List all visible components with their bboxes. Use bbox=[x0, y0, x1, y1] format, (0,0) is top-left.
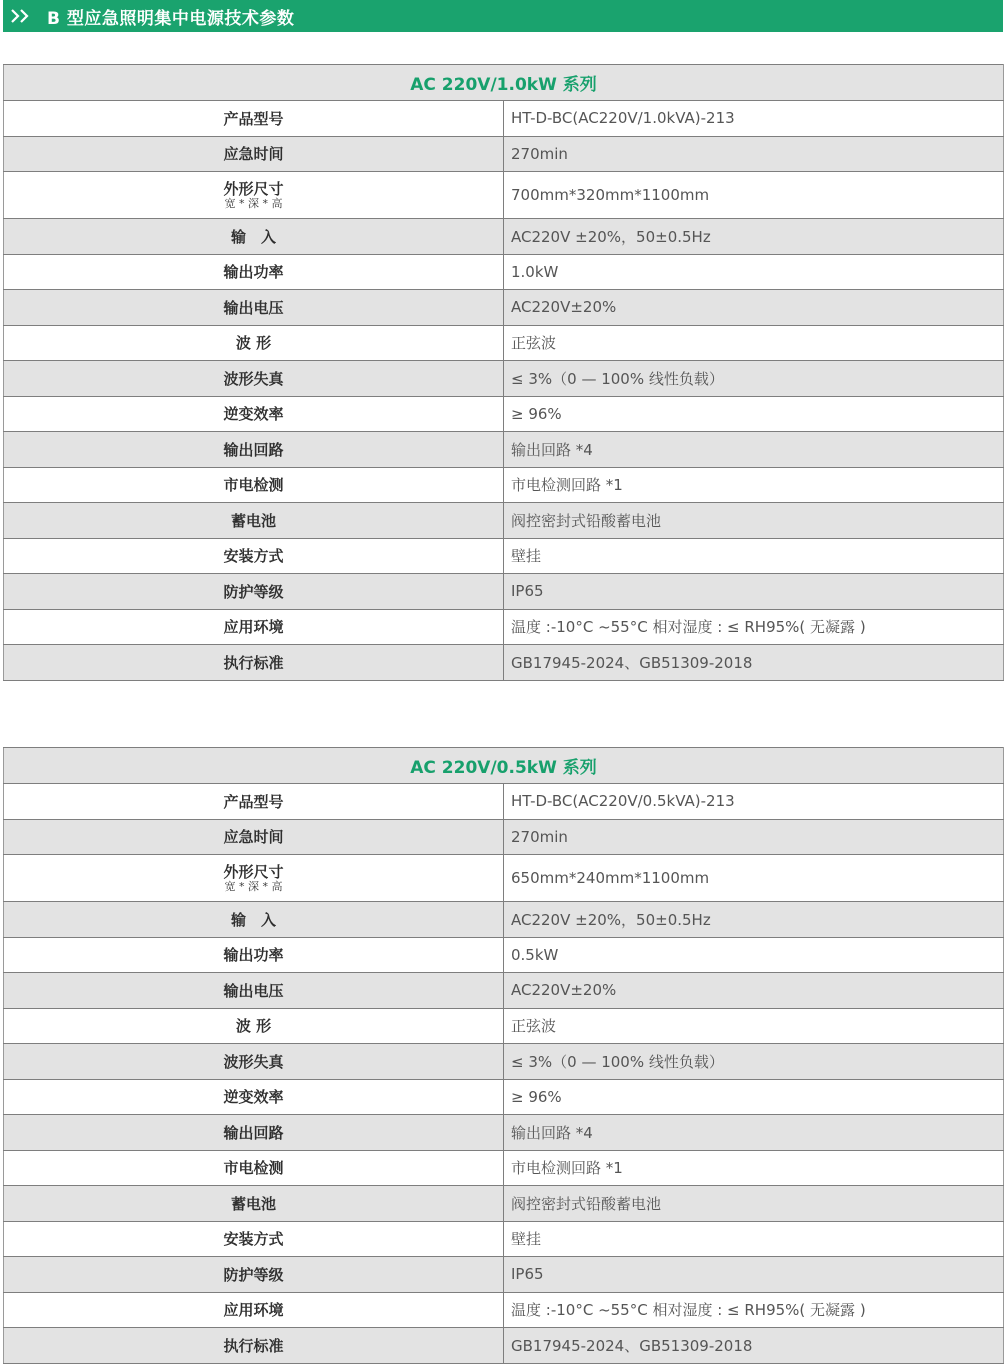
spec-value: 700mm*320mm*1100mm bbox=[504, 172, 1004, 219]
spec-value: 温度 :-10°C ~55°C 相对湿度 : ≤ RH95%( 无凝露 ) bbox=[504, 1292, 1004, 1328]
spec-value: 正弦波 bbox=[504, 325, 1004, 361]
spec-row bbox=[4, 937, 1004, 973]
spec-label-cell: 逆变效率 bbox=[4, 396, 504, 432]
spec-row bbox=[4, 1328, 1004, 1364]
spec-label-cell: 蓄电池 bbox=[4, 1186, 504, 1222]
spec-label: 外形尺寸 bbox=[223, 180, 284, 198]
spec-table-0-5kw bbox=[3, 747, 1004, 1364]
spec-value: 阀控密封式铅酸蓄电池 bbox=[504, 1186, 1004, 1222]
spec-label-cell: 市电检测 bbox=[4, 467, 504, 503]
spec-value: AC220V ±20%，50±0.5Hz bbox=[504, 902, 1004, 938]
spec-value: HT-D-BC(AC220V/0.5kVA)-213 bbox=[504, 784, 1004, 820]
spec-row bbox=[4, 819, 1004, 855]
spec-value: 阀控密封式铅酸蓄电池 bbox=[504, 503, 1004, 539]
spec-row bbox=[4, 1257, 1004, 1293]
spec-label-cell: 执行标准 bbox=[4, 645, 504, 681]
spec-value: AC220V±20% bbox=[504, 973, 1004, 1009]
spec-label-cell: 波形失真 bbox=[4, 361, 504, 397]
spec-label-cell: 蓄电池 bbox=[4, 503, 504, 539]
spec-value: 壁挂 bbox=[504, 538, 1004, 574]
spec-row bbox=[4, 609, 1004, 645]
spec-label-cell: 防护等级 bbox=[4, 574, 504, 610]
spec-label-cell: 波 形 bbox=[4, 325, 504, 361]
spec-table-1kw bbox=[3, 64, 1004, 681]
spec-row bbox=[4, 1044, 1004, 1080]
spec-label-cell: 市电检测 bbox=[4, 1150, 504, 1186]
spec-value: IP65 bbox=[504, 574, 1004, 610]
spec-value: HT-D-BC(AC220V/1.0kVA)-213 bbox=[504, 101, 1004, 137]
spec-label-cell: 输出回路 bbox=[4, 1115, 504, 1151]
spec-row bbox=[4, 902, 1004, 938]
spec-row bbox=[4, 1115, 1004, 1151]
section-title: B 型应急照明集中电源技术参数 bbox=[47, 8, 295, 29]
spec-row bbox=[4, 136, 1004, 172]
spec-label-cell: 波 形 bbox=[4, 1008, 504, 1044]
spec-label-cell bbox=[4, 855, 504, 902]
spec-label-cell: 输出回路 bbox=[4, 432, 504, 468]
spec-label-cell: 产品型号 bbox=[4, 101, 504, 137]
spec-row bbox=[4, 1186, 1004, 1222]
spec-value: IP65 bbox=[504, 1257, 1004, 1293]
spec-label-cell: 应用环境 bbox=[4, 609, 504, 645]
spec-value: AC220V ±20%，50±0.5Hz bbox=[504, 219, 1004, 255]
spec-label-cell: 输出功率 bbox=[4, 254, 504, 290]
spec-label-cell: 安装方式 bbox=[4, 538, 504, 574]
spec-label: 外形尺寸 bbox=[223, 863, 284, 881]
spec-label-cell: 输出电压 bbox=[4, 973, 504, 1009]
spec-row bbox=[4, 219, 1004, 255]
spec-label-cell: 安装方式 bbox=[4, 1221, 504, 1257]
spec-sublabel: 宽 * 深 * 高 bbox=[224, 197, 283, 210]
spec-value: ≤ 3%（0 — 100% 线性负载） bbox=[504, 1044, 1004, 1080]
spec-value: 温度 :-10°C ~55°C 相对湿度 : ≤ RH95%( 无凝露 ) bbox=[504, 609, 1004, 645]
spec-row bbox=[4, 172, 1004, 219]
spec-row bbox=[4, 973, 1004, 1009]
spec-row bbox=[4, 1292, 1004, 1328]
spec-value: 输出回路 *4 bbox=[504, 432, 1004, 468]
spec-label-cell: 应急时间 bbox=[4, 819, 504, 855]
spec-row bbox=[4, 396, 1004, 432]
section-header bbox=[3, 0, 1003, 32]
spec-label-cell: 输出功率 bbox=[4, 937, 504, 973]
spec-row bbox=[4, 1008, 1004, 1044]
spec-value: GB17945-2024、GB51309-2018 bbox=[504, 645, 1004, 681]
spec-label-cell: 应急时间 bbox=[4, 136, 504, 172]
spec-value: 市电检测回路 *1 bbox=[504, 467, 1004, 503]
spec-value: ≤ 3%（0 — 100% 线性负载） bbox=[504, 361, 1004, 397]
spec-value: GB17945-2024、GB51309-2018 bbox=[504, 1328, 1004, 1364]
spec-row bbox=[4, 645, 1004, 681]
series-title: AC 220V/0.5kW 系列 bbox=[4, 748, 1004, 784]
spec-row bbox=[4, 467, 1004, 503]
spec-row bbox=[4, 254, 1004, 290]
spec-row bbox=[4, 1221, 1004, 1257]
spec-row bbox=[4, 1079, 1004, 1115]
spec-row bbox=[4, 855, 1004, 902]
spec-value: 输出回路 *4 bbox=[504, 1115, 1004, 1151]
spec-value: 0.5kW bbox=[504, 937, 1004, 973]
spec-value: 正弦波 bbox=[504, 1008, 1004, 1044]
series-title: AC 220V/1.0kW 系列 bbox=[4, 65, 1004, 101]
spec-row bbox=[4, 432, 1004, 468]
spec-label-cell: 输 入 bbox=[4, 219, 504, 255]
spec-label-cell: 输 入 bbox=[4, 902, 504, 938]
spec-value: 1.0kW bbox=[504, 254, 1004, 290]
spec-label-cell: 波形失真 bbox=[4, 1044, 504, 1080]
spec-row bbox=[4, 1150, 1004, 1186]
spec-value: 市电检测回路 *1 bbox=[504, 1150, 1004, 1186]
spec-row bbox=[4, 538, 1004, 574]
spec-row bbox=[4, 784, 1004, 820]
spec-label-cell bbox=[4, 172, 504, 219]
spec-value: ≥ 96% bbox=[504, 396, 1004, 432]
spec-value: 壁挂 bbox=[504, 1221, 1004, 1257]
spec-label-cell: 输出电压 bbox=[4, 290, 504, 326]
spec-row bbox=[4, 290, 1004, 326]
spec-value: 270min bbox=[504, 819, 1004, 855]
spec-row bbox=[4, 503, 1004, 539]
double-chevron-right-icon bbox=[3, 0, 39, 32]
spec-label-cell: 逆变效率 bbox=[4, 1079, 504, 1115]
spec-value: AC220V±20% bbox=[504, 290, 1004, 326]
spec-row bbox=[4, 325, 1004, 361]
spec-row bbox=[4, 361, 1004, 397]
spec-label-cell: 产品型号 bbox=[4, 784, 504, 820]
spec-sublabel: 宽 * 深 * 高 bbox=[224, 880, 283, 893]
spec-value: ≥ 96% bbox=[504, 1079, 1004, 1115]
spec-label-cell: 防护等级 bbox=[4, 1257, 504, 1293]
spec-value: 270min bbox=[504, 136, 1004, 172]
spec-label-cell: 应用环境 bbox=[4, 1292, 504, 1328]
spec-row bbox=[4, 574, 1004, 610]
spec-row bbox=[4, 101, 1004, 137]
spec-value: 650mm*240mm*1100mm bbox=[504, 855, 1004, 902]
spec-label-cell: 执行标准 bbox=[4, 1328, 504, 1364]
